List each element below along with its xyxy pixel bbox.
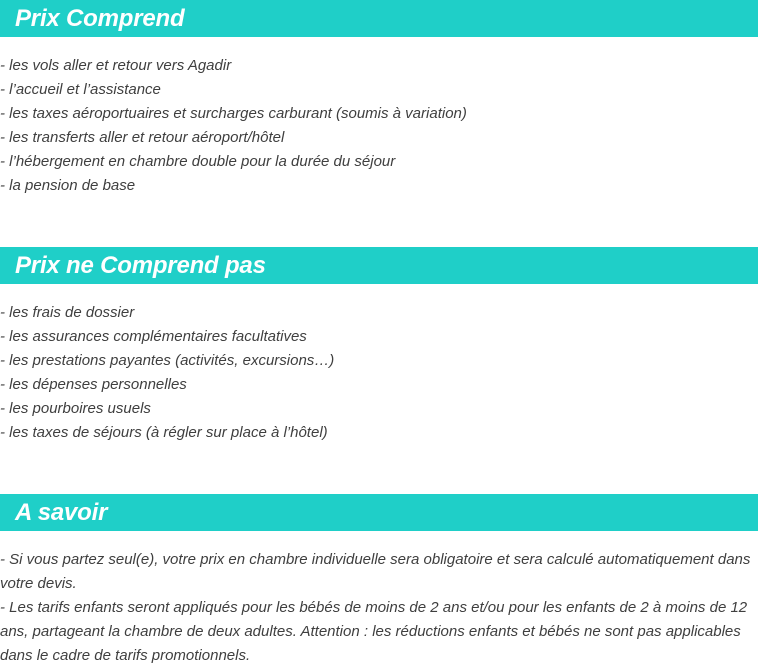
section-header [0, 0, 758, 37]
list-item: - les frais de dossier [0, 304, 135, 321]
section-a-savoir [0, 494, 758, 667]
section-title: A savoir [15, 498, 108, 526]
info-paragraph: - Les tarifs enfants seront appliqués pour les bébés de moins de 2 ans et/ou pour les enfants de 2 à moins de 12 ans, partageant la chambre de deux adultes. Attention : les réductions enfants et bébés ne sont pas applicables dans le cadre de tarifs promotionnels. [0, 599, 748, 664]
info-paragraph: - Si vous partez seul(e), votre prix en chambre individuelle sera obligatoire et sera calculé automatiquement dans votre devis. [0, 551, 751, 592]
list-item: - les taxes aéroportuaires et surcharges carburant (soumis à variation) [0, 105, 467, 122]
list-item: - les assurances complémentaires facultatives [0, 328, 307, 345]
excluded-list [0, 284, 758, 445]
list-item: - les vols aller et retour vers Agadir [0, 57, 232, 74]
included-list [0, 37, 758, 198]
list-item: - la pension de base [0, 177, 136, 194]
list-item: - les prestations payantes (activités, excursions…) [0, 352, 335, 369]
section-title: Prix Comprend [15, 4, 185, 32]
section-header [0, 494, 758, 531]
list-item: - l’hébergement en chambre double pour la durée du séjour [0, 153, 396, 170]
section-title: Prix ne Comprend pas [15, 251, 266, 279]
info-paragraphs [0, 531, 758, 668]
list-item: - l’accueil et l’assistance [0, 81, 161, 98]
list-item: - les pourboires usuels [0, 400, 151, 417]
list-item: - les transferts aller et retour aéroport/hôtel [0, 129, 285, 146]
list-item: - les dépenses personnelles [0, 376, 187, 393]
section-prix-comprend [0, 0, 758, 247]
section-header [0, 247, 758, 284]
list-item: - les taxes de séjours (à régler sur place à l’hôtel) [0, 424, 328, 441]
section-prix-ne-comprend-pas [0, 247, 758, 494]
